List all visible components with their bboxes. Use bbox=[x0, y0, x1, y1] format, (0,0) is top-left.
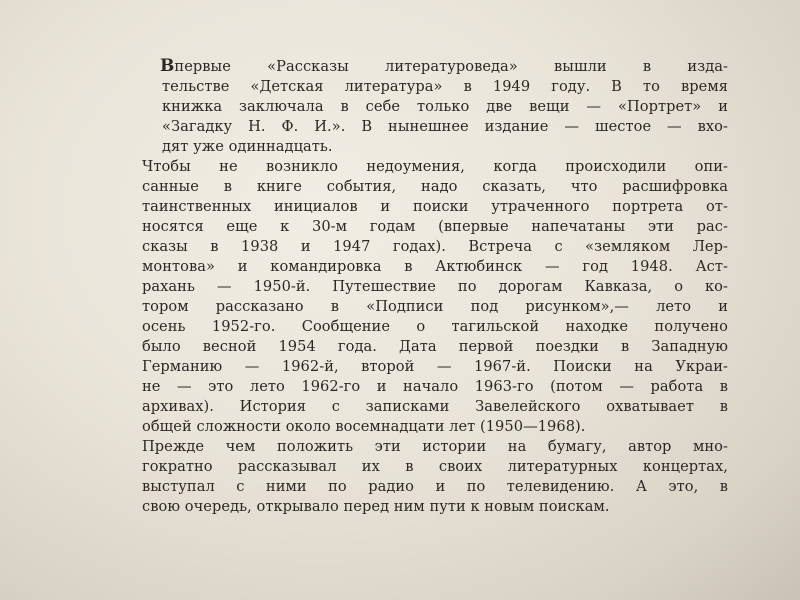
paragraph-2 bbox=[128, 157, 728, 437]
text-line: книжка заключала в себе только две вещи — «Портрет» и bbox=[162, 98, 728, 115]
text-line: монтова» и командировка в Актюбинск — год 1948. Аст- bbox=[142, 258, 728, 275]
text-line: Чтобы не возникло недоумения, когда происходили опи- bbox=[142, 158, 728, 175]
text-line: «Загадку Н. Ф. И.». В нынешнее издание — шестое — вхо- bbox=[162, 118, 728, 135]
text-line: санные в книге события, надо сказать, что расшифровка bbox=[142, 178, 728, 195]
text-line: Прежде чем положить эти истории на бумагу, автор мно- bbox=[142, 438, 728, 455]
text-line: носятся еще к 30-м годам (впервые напечатаны эти рас- bbox=[142, 218, 728, 235]
text-line: осень 1952-го. Сообщение о тагильской находке получено bbox=[142, 318, 728, 335]
text-line: свою очередь, открывало перед ним пути к новым поискам. bbox=[142, 498, 610, 515]
text-line: общей сложности около восемнадцати лет (1950—1968). bbox=[142, 418, 586, 435]
text-line: Впервые «Рассказы литературоведа» вышли в изда- bbox=[160, 56, 728, 76]
text-line: тельстве «Детская литература» в 1949 году. В то время bbox=[162, 78, 728, 95]
text-line: таинственных инициалов и поиски утраченного портрета от- bbox=[142, 198, 728, 215]
text-line: архивах). История с записками Завелейского охватывает в bbox=[142, 398, 728, 415]
text-line: рахань — 1950-й. Путешествие по дорогам Кавказа, о ко- bbox=[142, 278, 728, 295]
paragraph-3 bbox=[128, 437, 728, 517]
text-line: выступал с ними по радио и по телевидению. А это, в bbox=[142, 478, 728, 495]
text-line: сказы в 1938 и 1947 годах). Встреча с «земляком Лер- bbox=[142, 238, 728, 255]
text-line: не — это лето 1962-го и начало 1963-го (потом — работа в bbox=[142, 378, 728, 395]
dropcap: В bbox=[160, 56, 175, 76]
text-line: гократно рассказывал их в своих литературных концертах, bbox=[142, 458, 728, 475]
text-line: Германию — 1962-й, второй — 1967-й. Поиски на Украи- bbox=[142, 358, 728, 375]
text-line: было весной 1954 года. Дата первой поездки в Западную bbox=[142, 338, 728, 355]
text-column bbox=[128, 56, 728, 517]
text-line: дят уже одиннадцать. bbox=[162, 138, 333, 155]
paragraph-1 bbox=[128, 56, 728, 157]
text-line: тором рассказано в «Подписи под рисунком»,— лето и bbox=[142, 298, 728, 315]
